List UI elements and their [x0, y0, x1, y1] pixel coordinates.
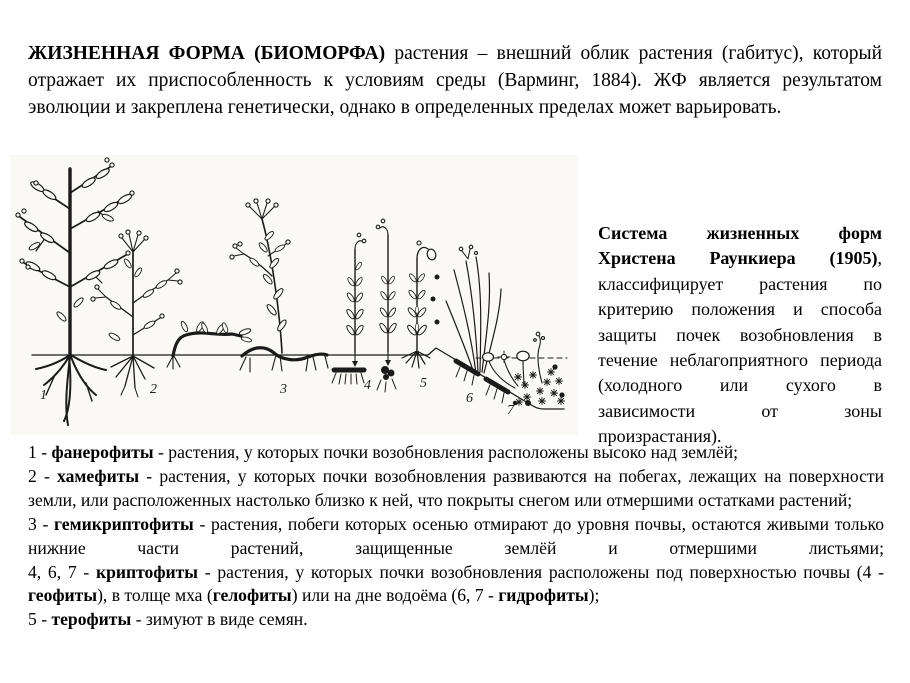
legend-text: - зимуют в виде семян. — [131, 609, 308, 630]
legend-prefix: 5 - — [28, 609, 52, 630]
legend-item-therophytes — [28, 608, 884, 632]
legend-term: хамефиты — [57, 465, 140, 486]
intro-lead-term: ЖИЗНЕННАЯ ФОРМА (БИОМОРФА) — [28, 42, 386, 64]
legend-term-helophytes: гелофиты — [212, 585, 292, 606]
legend-text: ); — [588, 585, 600, 606]
legend-term: криптофиты — [95, 561, 199, 582]
legend-item-phanerophytes — [28, 441, 884, 465]
plant-1-phanerophyte — [16, 158, 134, 425]
legend-prefix: 3 - — [28, 513, 55, 534]
side-note-lead: Система жизненных форм Христена Раункиера (1905) — [598, 223, 882, 269]
legend-term-geophytes: геофиты — [28, 585, 98, 606]
figure-label-6: 6 — [466, 391, 473, 406]
intro-paragraph — [28, 40, 882, 121]
life-forms-illustration — [10, 155, 578, 435]
plant-4-geophyte-rhizome — [332, 233, 366, 384]
figure-number-labels — [40, 376, 515, 418]
legend — [28, 441, 884, 632]
figure-label-7: 7 — [507, 403, 514, 418]
side-note-body: , классифицирует растения по критерию положения и способа защиты почек возобновления в течение неблагоприятного периода (холодного или сухого в зависимости от зоны произрастания). — [598, 248, 882, 447]
life-forms-figure — [10, 155, 578, 435]
plant-4-geophyte-tuber — [376, 219, 397, 392]
figure-label-1: 1 — [40, 388, 47, 403]
legend-term: терофиты — [51, 609, 132, 630]
legend-text: ), в толще мха ( — [97, 585, 213, 606]
legend-item-hemicryptophytes — [28, 513, 884, 561]
legend-text: - растения, у которых почки возобновления расположены высоко над землёй; — [153, 442, 738, 462]
legend-term-hydrophytes: гидрофиты — [498, 585, 589, 606]
legend-text: - растения, побеги которых осенью отмирают до уровня почвы, остаются живыми только нижние части растений, защищенные землёй и отмершими листьями; — [28, 513, 884, 558]
figure-label-4: 4 — [364, 378, 371, 393]
plant-6-helophyte — [446, 245, 508, 403]
legend-term: гемикриптофиты — [54, 513, 194, 534]
seeds — [431, 275, 440, 325]
figure-label-2: 2 — [150, 382, 157, 397]
legend-text: - растения, у которых почки возобновления расположены под поверхностью почвы (4 - — [198, 561, 885, 582]
plant-5-therophyte — [402, 241, 440, 368]
plant-3-hemicryptophyte — [230, 199, 328, 372]
figure-label-3: 3 — [280, 382, 287, 397]
legend-item-chamaephytes — [28, 465, 884, 513]
intro-body: растения – внешний облик растения (габитус), который отражает их приспособленность к условиям среды (Варминг, 1884). ЖФ является результатом эволюции и закреплена генетически, однако в определенных пределах может варьировать. — [28, 42, 882, 118]
side-note — [598, 221, 882, 450]
figure-label-5: 5 — [420, 376, 427, 391]
legend-term: фанерофиты — [51, 442, 154, 462]
legend-prefix: 1 - — [28, 442, 52, 462]
legend-text: - растения, у которых почки возобновления развиваются на побегах, лежащих на поверхности земли, или расположенных настолько близко к ней, что покрыты снегом или отмершими остатками растений; — [28, 465, 884, 510]
legend-item-cryptophytes — [28, 561, 884, 609]
legend-prefix: 4, 6, 7 - — [28, 561, 96, 582]
plant-2-chamaephyte-creeper — [167, 321, 252, 369]
legend-prefix: 2 - — [28, 465, 58, 486]
plant-2-chamaephyte-shrub — [91, 230, 182, 397]
legend-text: ) или на дне водоёма (6, 7 - — [291, 585, 499, 606]
